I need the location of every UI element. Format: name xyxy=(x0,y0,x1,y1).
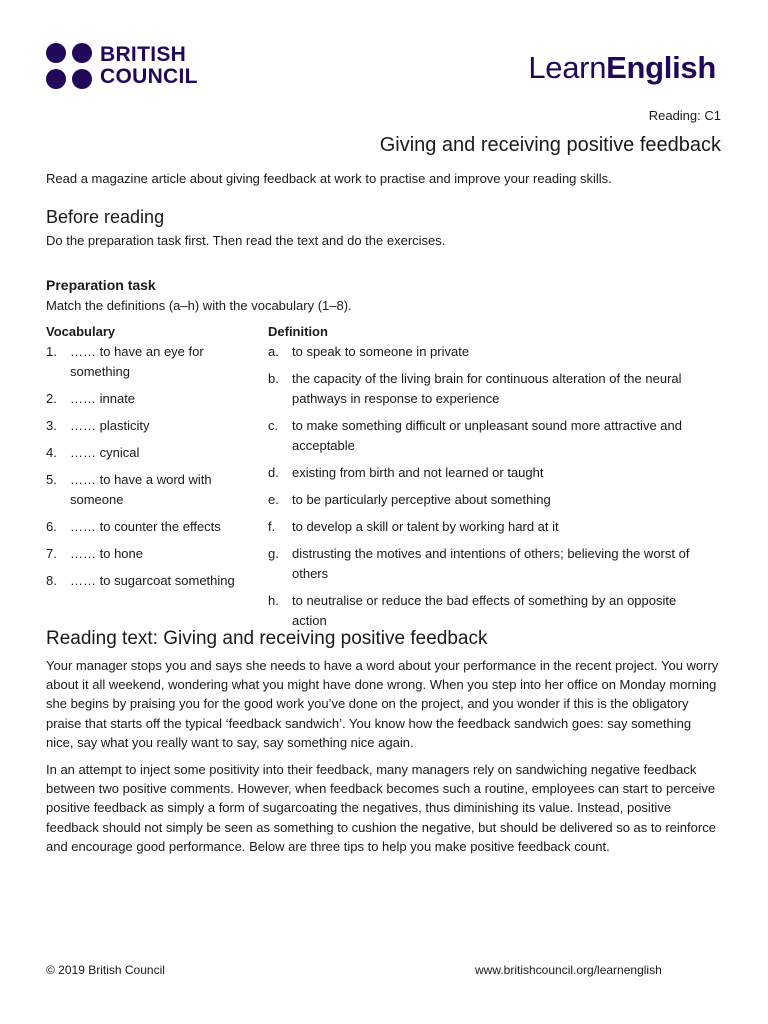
preparation-heading: Preparation task xyxy=(46,277,156,293)
intro-text: Read a magazine article about giving feedback at work to practise and improve your reading skills. xyxy=(46,171,612,186)
level-label: Reading: C1 xyxy=(648,108,721,123)
logo-line-1: BRITISH xyxy=(100,43,187,66)
vocab-item: 5. …… to have a word with someone xyxy=(46,472,212,507)
vocab-item: 2. …… innate xyxy=(46,391,136,406)
definition-item: f. to develop a skill or talent by working hard at it xyxy=(268,519,559,534)
vocab-item: 4. …… cynical xyxy=(46,445,140,460)
footer-url[interactable]: www.britishcouncil.org/learnenglish xyxy=(475,963,662,977)
reading-paragraph: In an attempt to inject some positivity into their feedback, many managers rely on sandwiching negative feedback between two positive comments. However, when feedback becomes such a routine, employees can start to perceive positive feedback as simply a form of sugarcoating the negatives, thus diminishing its value. Instead, positive feedback should not simply be seen as something to cushion the negative, but should be delivered so as to reinforce and encourage good performance. Below are three tips to help you make positive feedback count. xyxy=(46,762,716,854)
british-council-dots-icon xyxy=(46,43,92,89)
vocab-item: 6. …… to counter the effects xyxy=(46,519,221,534)
definition-item: g. distrusting the motives and intentions of others; believing the worst of others xyxy=(268,546,690,581)
vocab-item: 1. …… to have an eye for something xyxy=(46,344,204,379)
vocabulary-column-heading: Vocabulary xyxy=(46,324,116,339)
reading-text-body xyxy=(46,656,722,864)
definition-item: h. to neutralise or reduce the bad effects of something by an opposite action xyxy=(268,593,677,628)
brand-learn: Learn xyxy=(528,50,607,85)
vocab-item: 3. …… plasticity xyxy=(46,418,150,433)
logo-line-2: COUNCIL xyxy=(100,65,198,88)
british-council-logo xyxy=(46,43,198,89)
vocab-item: 8. …… to sugarcoat something xyxy=(46,573,235,588)
reading-paragraph: Your manager stops you and says she needs to have a word about your performance in the recent project. You worry about it all weekend, wondering what you might have done wrong. When you step into her office on Monday morning she begins by praising you for the good work you’ve done on the project, and you wonder if this is the obligatory praise that starts off the typical ‘feedback sandwich’. You know how the feedback sandwich goes: say something nice, say what you really want to say, say something nice again. xyxy=(46,658,719,750)
definition-item: d. existing from birth and not learned or taught xyxy=(268,465,544,480)
definition-item: c. to make something difficult or unpleasant sound more attractive and acceptable xyxy=(268,418,682,453)
preparation-instruction: Match the definitions (a–h) with the vocabulary (1–8). xyxy=(46,298,352,313)
definition-list xyxy=(268,342,708,638)
reading-text-heading: Reading text: Giving and receiving positive feedback xyxy=(46,628,488,649)
before-reading-text: Do the preparation task first. Then read the text and do the exercises. xyxy=(46,233,446,248)
brand-english: English xyxy=(606,50,716,85)
definition-item: b. the capacity of the living brain for continuous alteration of the neural pathways in response to experience xyxy=(268,371,682,406)
before-reading-heading: Before reading xyxy=(46,207,165,227)
learnenglish-logo xyxy=(528,50,716,86)
page-title: Giving and receiving positive feedback xyxy=(379,134,721,156)
footer-copyright: © 2019 British Council xyxy=(46,963,165,977)
definition-column-heading: Definition xyxy=(268,324,328,339)
vocab-item: 7. …… to hone xyxy=(46,546,143,561)
vocabulary-list xyxy=(46,342,256,598)
definition-item: a. to speak to someone in private xyxy=(268,344,470,359)
definition-item: e. to be particularly perceptive about something xyxy=(268,492,551,507)
